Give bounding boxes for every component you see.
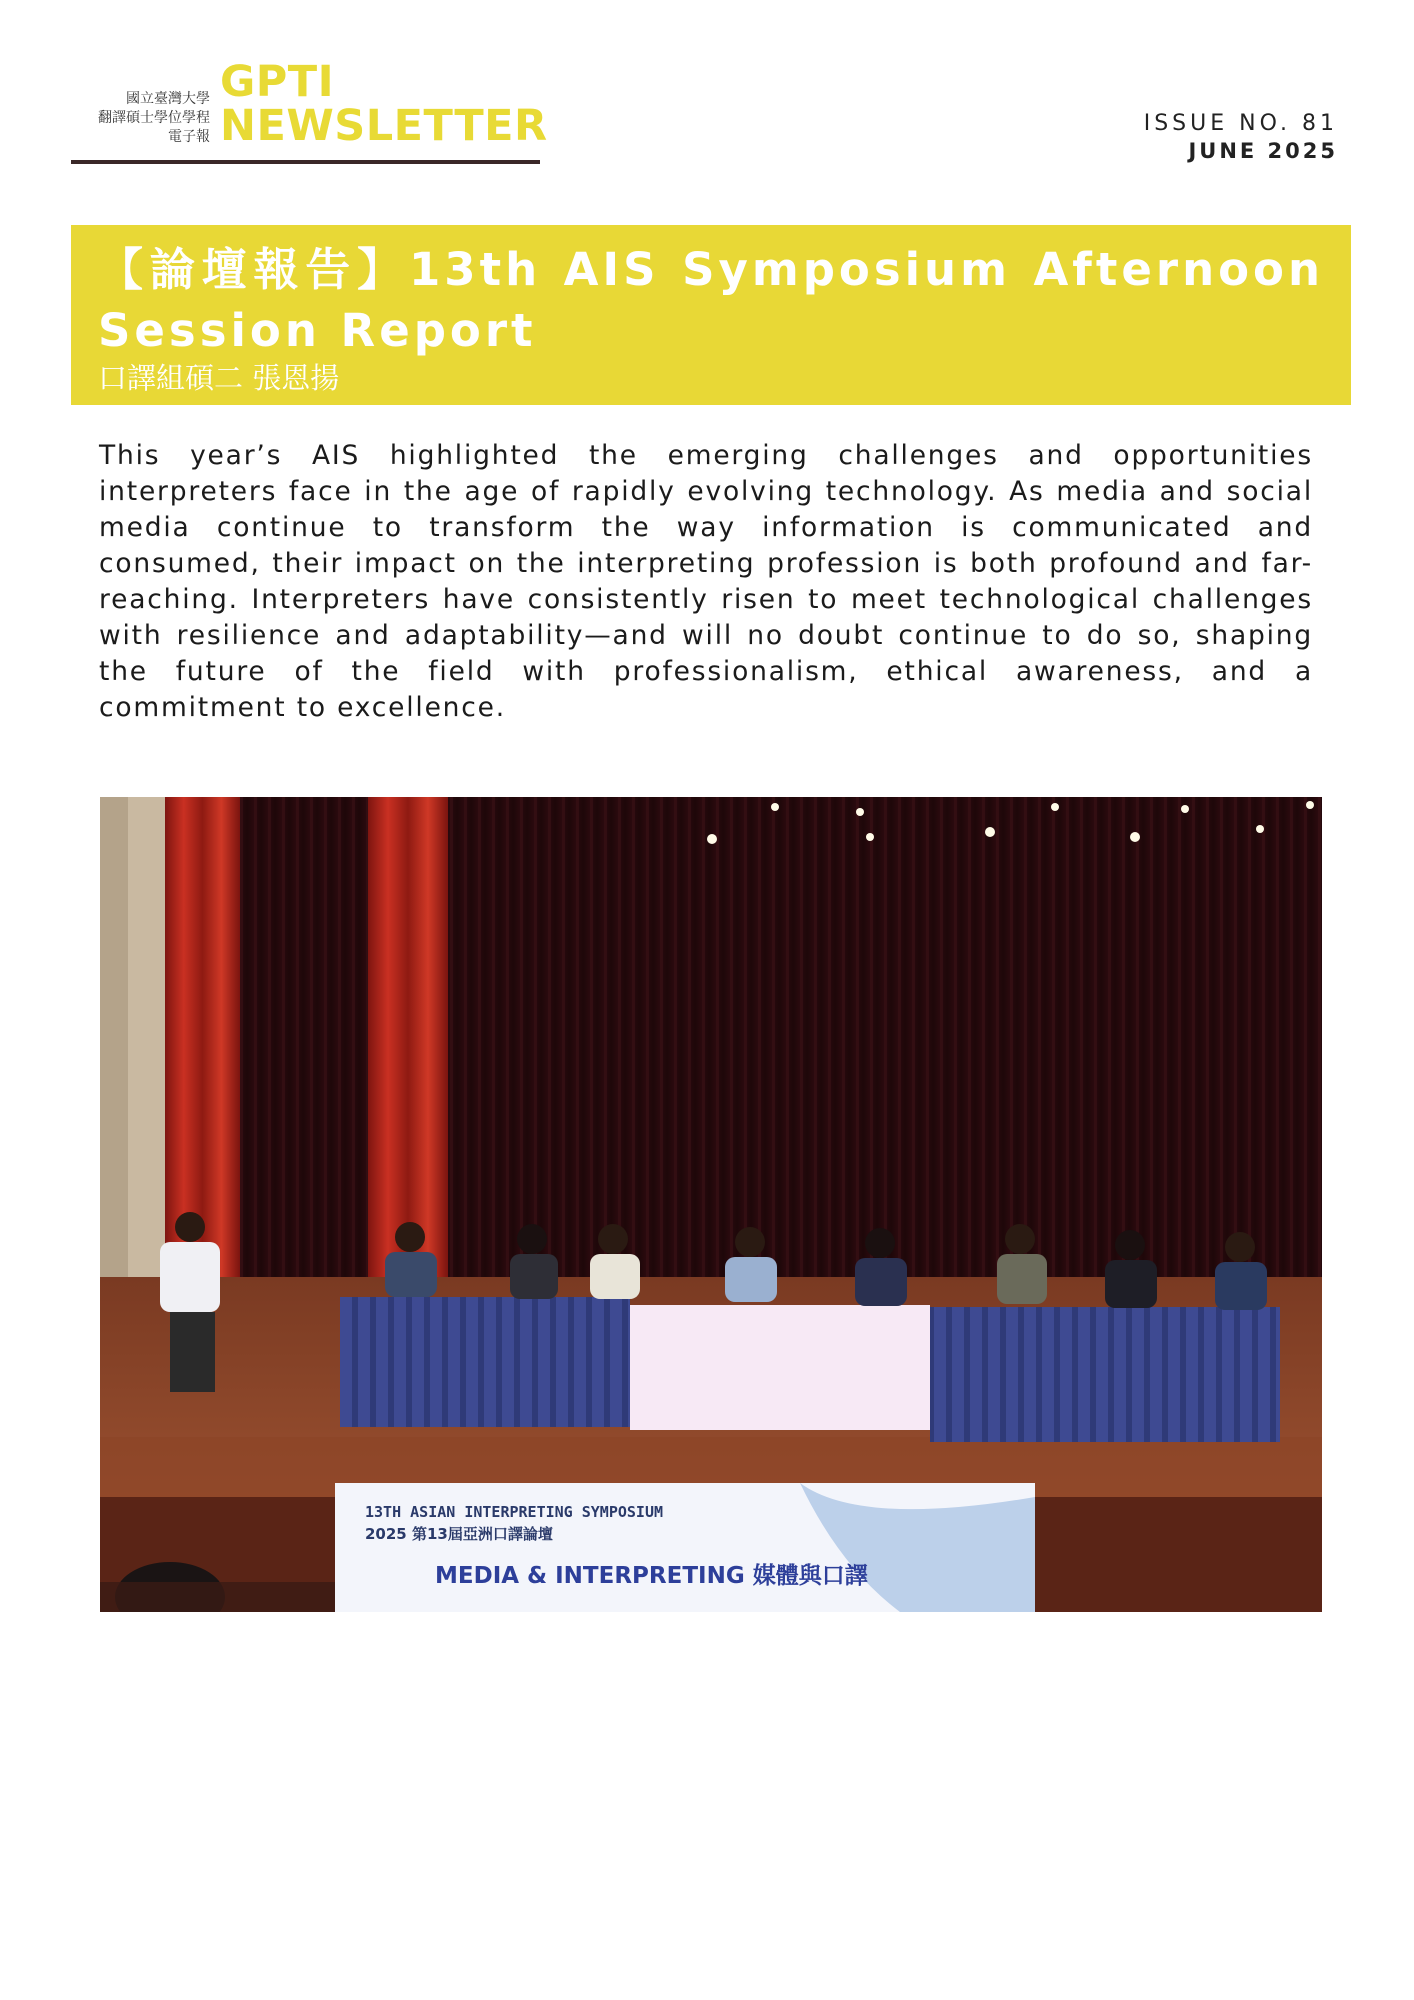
masthead-divider xyxy=(71,160,540,164)
table-right xyxy=(930,1307,1280,1442)
brand-line-2: NEWSLETTER xyxy=(220,101,548,151)
org-line: 翻譯碩士學位學程 xyxy=(98,110,210,126)
banner-line-3: MEDIA & INTERPRETING 媒體與口譯 xyxy=(435,1563,868,1589)
banner-line-1: 13TH ASIAN INTERPRETING SYMPOSIUM xyxy=(365,1503,664,1521)
banner-line-2: 2025 第13屆亞洲口譯論壇 xyxy=(365,1525,553,1543)
org-line: 電子報 xyxy=(168,129,210,145)
issue-number: ISSUE NO. 81 xyxy=(1143,111,1338,136)
stage-back-curtain xyxy=(100,797,1322,1277)
masthead xyxy=(71,57,548,165)
newsletter-logo xyxy=(220,57,548,151)
red-curtain-center xyxy=(368,797,448,1297)
symposium-photo xyxy=(100,797,1322,1612)
symposium-banner xyxy=(335,1483,1035,1612)
brand-line-1: GPTI xyxy=(220,57,335,107)
red-curtain-left xyxy=(165,797,240,1317)
article-body: This year’s AIS highlighted the emerging challenges and opportunities interpreters face in the age of rapidly evolving technology. As media and social media continue to transform the way information is communicated and consumed, their impact on the interpreting profession is both profound and far-reaching. Interpreters have consistently risen to meet technological challenges with resilience and adaptability—and will no doubt continue to do so, shaping the future of the field with professionalism, ethical awareness, and a commitment to excellence. xyxy=(99,440,1313,723)
university-name xyxy=(71,90,210,147)
article-author: 口譯組碩二 張恩揚 xyxy=(98,361,340,395)
issue-date: JUNE 2025 xyxy=(1188,139,1338,163)
issue-info xyxy=(1144,110,1338,164)
article-title: 【論壇報告】13th AIS Symposium Afternoon Session Report xyxy=(98,243,1324,357)
table-left xyxy=(340,1297,630,1427)
org-line: 國立臺灣大學 xyxy=(126,91,210,107)
table-center xyxy=(630,1305,930,1430)
article-header xyxy=(71,225,1351,405)
